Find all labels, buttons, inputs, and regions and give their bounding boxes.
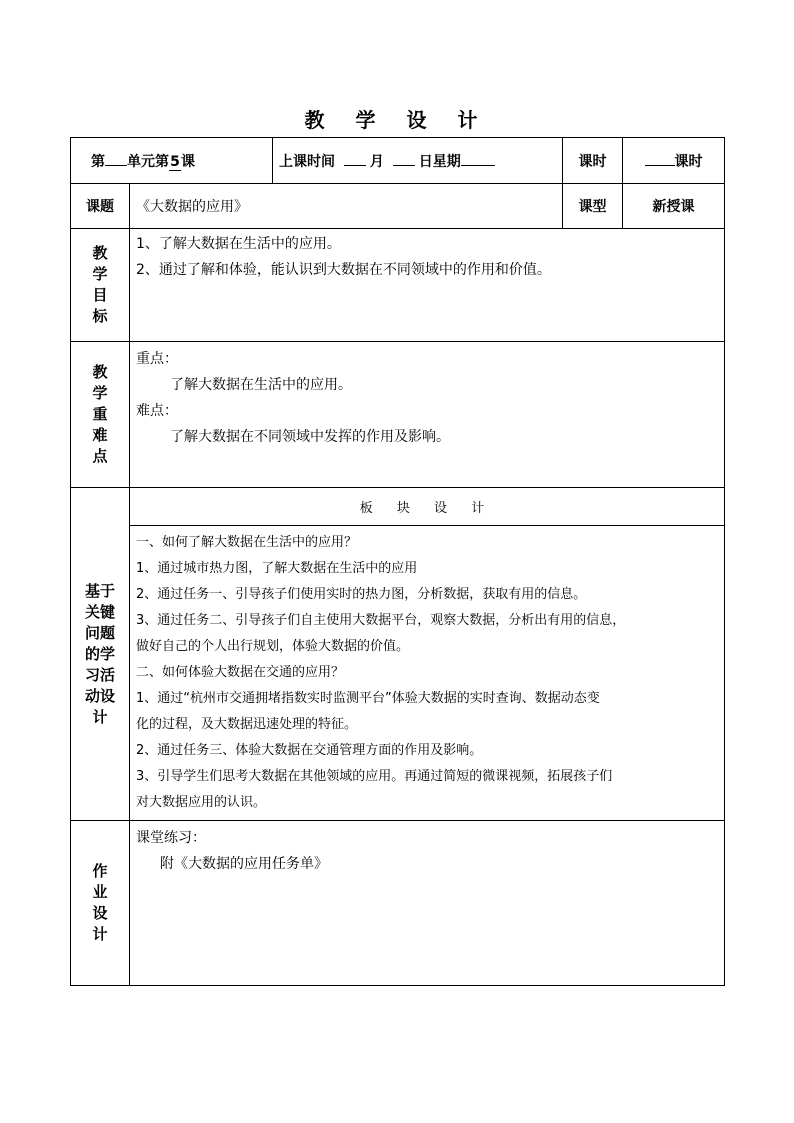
activities-label-part: 动设	[84, 686, 115, 705]
activity-line: 3、引导学生们思考大数据在其他领域的应用。再通过简短的微课视频，拓展孩子们	[136, 769, 613, 784]
homework-content	[130, 821, 725, 986]
activity-line: 1、通过“杭州市交通拥堵指数实时监测平台”体验大数据的实时查询、数据动态变	[136, 691, 600, 706]
activities-content	[130, 526, 725, 821]
difficult-point-text: 了解大数据在不同领域中发挥的作用及影响。	[170, 429, 450, 445]
homework-label-char: 业	[92, 883, 108, 901]
keypoints-label	[71, 342, 130, 488]
activities-head-row	[71, 488, 725, 526]
class-time-cell	[273, 138, 563, 184]
day-blank	[393, 165, 415, 166]
activity-line: 做好自己的个人出行规划，体验大数据的价值。	[136, 639, 410, 654]
goal-item: 1、了解大数据在生活中的应用。	[136, 236, 341, 252]
key-point-text: 了解大数据在生活中的应用。	[170, 377, 352, 393]
goals-label-char: 目	[92, 286, 108, 304]
unit-lesson-cell	[71, 138, 273, 184]
keypoints-content	[130, 342, 725, 488]
goals-label-char: 标	[92, 307, 108, 325]
day-weekday-label: 日星期	[418, 153, 461, 170]
month-label: 月	[369, 153, 384, 170]
activity-line: 2、通过任务三、体验大数据在交通管理方面的作用及影响。	[136, 743, 483, 758]
homework-label-char: 计	[92, 925, 108, 943]
goal-item: 2、通过了解和体验，能认识到大数据在不同领域中的作用和价值。	[136, 262, 551, 278]
period-value-cell	[623, 138, 725, 184]
activities-content-row	[71, 526, 725, 821]
activity-line: 2、通过任务一、引导孩子们使用实时的热力图，分析数据，获取有用的信息。	[136, 587, 587, 602]
activities-label-part: 关键	[84, 602, 115, 621]
activity-line: 1、通过城市热力图，了解大数据在生活中的应用	[136, 561, 418, 576]
period-suffix: 课时	[674, 153, 703, 170]
topic-label: 课题	[71, 184, 130, 229]
weekday-blank	[461, 165, 495, 166]
keypoints-label-char: 教	[92, 363, 108, 381]
unit-mid-text: 单元第	[127, 153, 169, 170]
lesson-number: 5	[170, 153, 180, 170]
goals-label-char: 教	[92, 244, 108, 262]
topic-row	[71, 184, 725, 229]
class-time-label: 上课时间	[279, 153, 335, 170]
activities-label-part: 问题	[84, 623, 115, 642]
keypoints-label-char: 重	[92, 405, 108, 423]
activity-line: 化的过程，及大数据迅速处理的特征。	[136, 717, 358, 732]
activity-line: 一、如何了解大数据在生活中的应用？	[136, 535, 358, 550]
key-point-title: 重点：	[136, 351, 178, 367]
lesson-type-value: 新授课	[623, 184, 725, 229]
unit-prefix: 第	[91, 153, 105, 170]
period-label-cell: 课时	[563, 138, 623, 184]
activities-label-part: 基于	[84, 581, 115, 600]
homework-label-char: 作	[92, 862, 108, 880]
keypoints-label-char: 难	[92, 426, 108, 444]
block-design-heading: 板 块 设 计	[130, 488, 725, 526]
keypoints-label-char: 点	[92, 447, 108, 465]
goals-row	[71, 229, 725, 342]
page-title: 教 学 设 计	[304, 108, 490, 132]
activities-label	[71, 488, 130, 821]
keypoints-label-char: 学	[92, 384, 108, 402]
goals-label-char: 学	[92, 265, 108, 283]
homework-row	[71, 821, 725, 986]
goals-content	[130, 229, 725, 342]
homework-label	[71, 821, 130, 986]
homework-label-char: 设	[92, 904, 108, 922]
keypoints-row	[71, 342, 725, 488]
header-row	[71, 138, 725, 184]
activity-line: 对大数据应用的认识。	[136, 795, 267, 810]
homework-title: 课堂练习：	[136, 830, 206, 846]
period-blank	[645, 165, 675, 166]
goals-label	[71, 229, 130, 342]
activities-label-part: 的学	[84, 644, 115, 663]
lesson-type-label: 课型	[563, 184, 623, 229]
difficult-point-title: 难点：	[136, 403, 178, 419]
activity-line: 二、如何体验大数据在交通的应用？	[136, 665, 345, 680]
topic-value: 《大数据的应用》	[130, 184, 563, 229]
unit-number	[105, 165, 127, 166]
homework-text: 附《大数据的应用任务单》	[160, 856, 328, 872]
lesson-plan-table	[70, 137, 725, 986]
activity-line: 3、通过任务二、引导孩子们自主使用大数据平台，观察大数据，分析出有用的信息，	[136, 613, 626, 628]
lesson-suffix: 课	[181, 153, 195, 170]
month-blank	[344, 165, 366, 166]
activities-label-part: 习活	[84, 665, 115, 684]
activities-label-part: 计	[92, 707, 108, 726]
